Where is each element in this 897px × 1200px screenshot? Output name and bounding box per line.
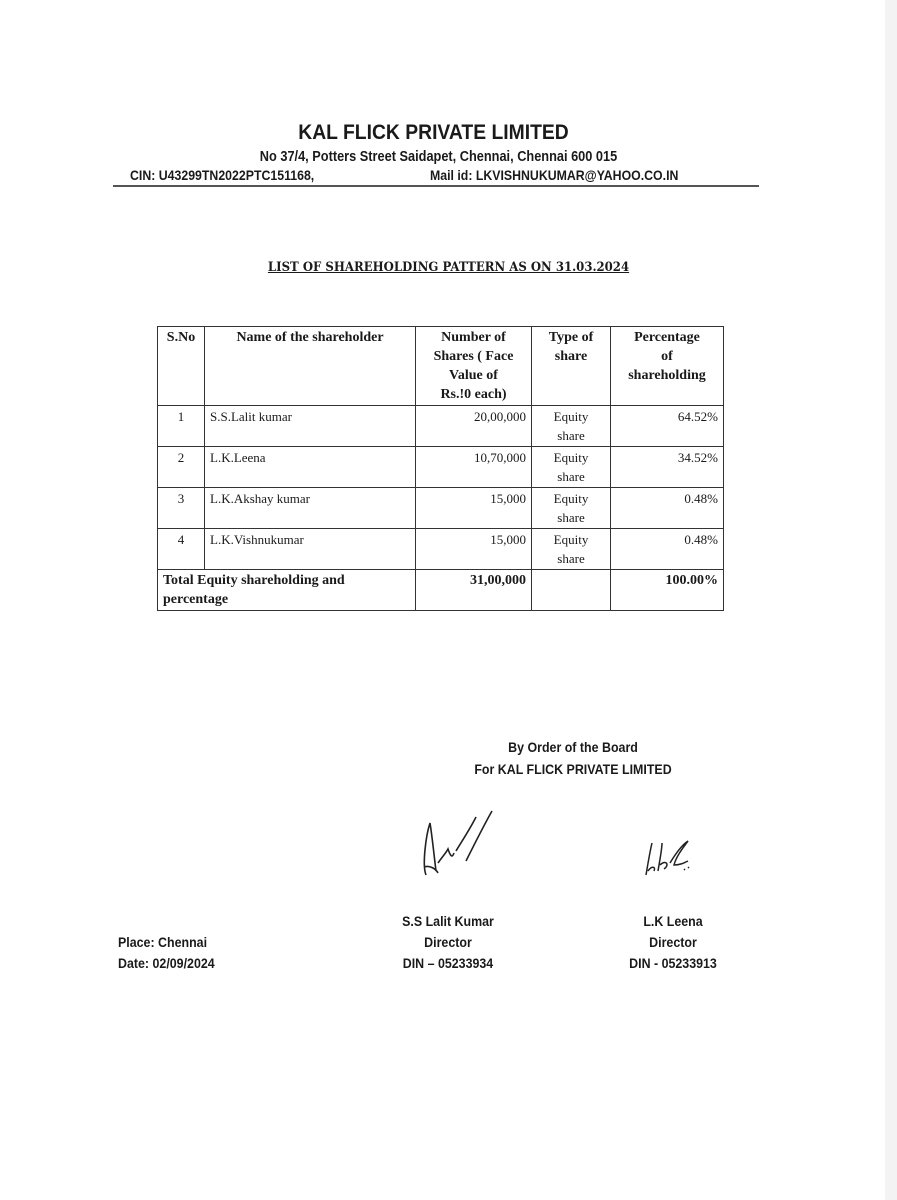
row-percentage: 64.52% <box>611 406 724 447</box>
header-shares-line: Rs.!0 each) <box>440 387 507 402</box>
row-name: L.K.Akshay kumar <box>205 488 416 529</box>
row-sno: 4 <box>158 529 205 570</box>
signatory-name: L.K Leena <box>643 914 703 929</box>
header-type-line: Type of <box>548 330 594 345</box>
signatory-din: DIN – 05233934 <box>402 956 494 971</box>
cin-number: CIN: U43299TN2022PTC151168, <box>130 167 315 183</box>
board-line: By Order of the Board <box>508 740 638 755</box>
place-date-block <box>118 932 215 974</box>
signatory-role: Director <box>649 935 697 950</box>
row-percentage: 0.48% <box>611 529 724 570</box>
row-shares: 15,000 <box>416 529 532 570</box>
type-line: share <box>557 428 585 443</box>
header-pct-line: shareholding <box>628 368 706 383</box>
header-pct-line: Percentage <box>634 330 700 345</box>
header-type <box>532 327 611 406</box>
table-row <box>158 488 724 529</box>
type-line: share <box>557 469 585 484</box>
signatory-2 <box>604 911 742 974</box>
company-name: KAL FLICK PRIVATE LIMITED <box>298 121 569 144</box>
header-percentage <box>611 327 724 406</box>
header-name: Name of the shareholder <box>205 327 416 406</box>
document-title: LIST OF SHAREHOLDING PATTERN AS ON 31.03.2024 <box>267 260 630 275</box>
row-type <box>532 488 611 529</box>
type-line: share <box>557 551 585 566</box>
company-address: No 37/4, Potters Street Saidapet, Chennai, Chennai 600 015 <box>259 149 618 165</box>
row-sno: 3 <box>158 488 205 529</box>
place: Place: Chennai <box>118 935 208 950</box>
type-line: Equity <box>553 491 589 506</box>
table-header-row <box>158 327 724 406</box>
header-shares-line: Shares ( Face <box>433 349 514 364</box>
table-row <box>158 447 724 488</box>
signatory-1 <box>384 911 513 974</box>
row-name: L.K.Vishnukumar <box>205 529 416 570</box>
row-sno: 2 <box>158 447 205 488</box>
row-type <box>532 447 611 488</box>
row-shares: 15,000 <box>416 488 532 529</box>
board-company-line: For KAL FLICK PRIVATE LIMITED <box>474 762 672 777</box>
header-shares-line: Value of <box>449 368 498 383</box>
header-shares-line: Number of <box>441 330 506 345</box>
header-sno: S.No <box>158 327 205 406</box>
header-shares <box>416 327 532 406</box>
row-shares: 20,00,000 <box>416 406 532 447</box>
page-edge <box>885 0 897 1200</box>
row-percentage: 0.48% <box>611 488 724 529</box>
type-line: Equity <box>553 532 589 547</box>
header-divider <box>113 185 759 187</box>
board-order-block <box>458 737 688 781</box>
signatory-din: DIN - 05233913 <box>629 956 717 971</box>
shareholding-table <box>157 326 724 611</box>
row-type <box>532 406 611 447</box>
type-line: share <box>557 510 585 525</box>
total-percentage: 100.00% <box>611 570 724 611</box>
row-type <box>532 529 611 570</box>
mail-id: Mail id: LKVISHNUKUMAR@YAHOO.CO.IN <box>430 167 679 183</box>
total-type <box>532 570 611 611</box>
signature-leena <box>640 835 695 880</box>
type-line: Equity <box>553 409 589 424</box>
header-pct-line: of <box>661 349 673 364</box>
row-sno: 1 <box>158 406 205 447</box>
header-type-line: share <box>554 349 588 364</box>
row-shares: 10,70,000 <box>416 447 532 488</box>
table-row <box>158 529 724 570</box>
row-name: L.K.Leena <box>205 447 416 488</box>
signature-lalit-kumar <box>418 805 498 880</box>
total-shares: 31,00,000 <box>416 570 532 611</box>
signatory-role: Director <box>424 935 472 950</box>
table-row <box>158 406 724 447</box>
row-percentage: 34.52% <box>611 447 724 488</box>
type-line: Equity <box>553 450 589 465</box>
date: Date: 02/09/2024 <box>118 956 215 971</box>
total-row <box>158 570 724 611</box>
signatory-name: S.S Lalit Kumar <box>402 914 494 929</box>
row-name: S.S.Lalit kumar <box>205 406 416 447</box>
total-label: Total Equity shareholding and percentage <box>158 570 416 611</box>
